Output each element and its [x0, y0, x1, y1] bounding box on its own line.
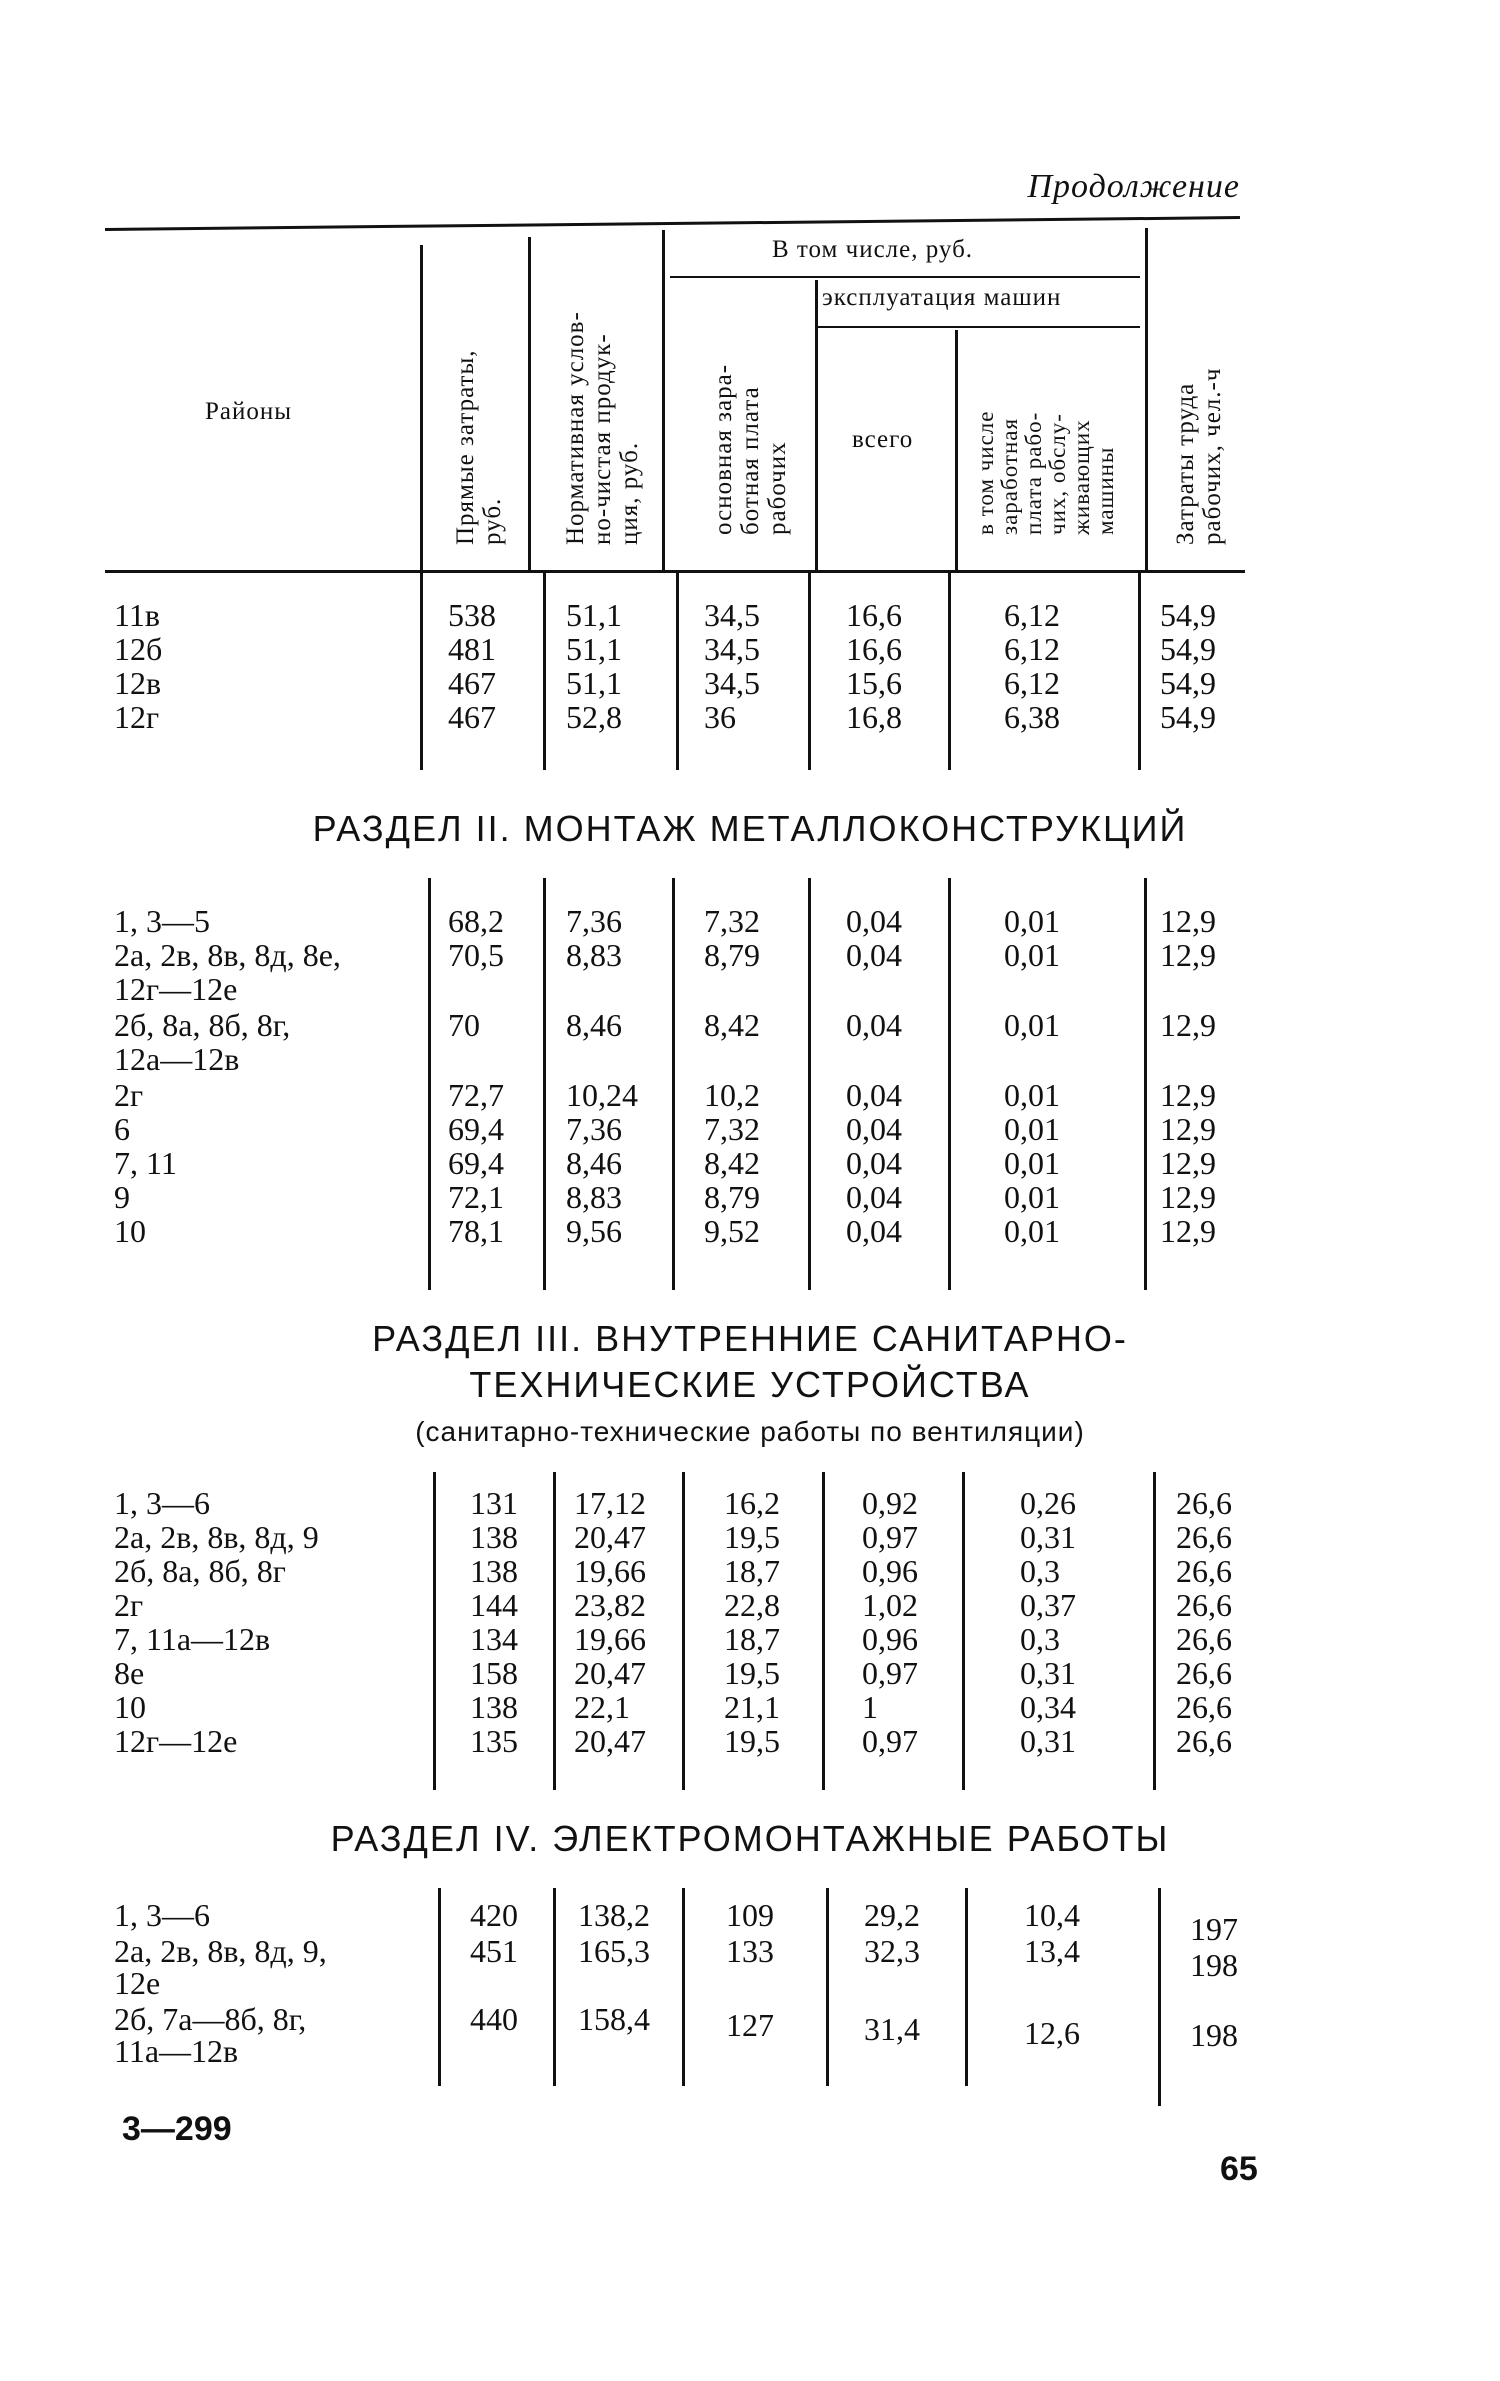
normative-output: 8,46 [566, 1007, 622, 1043]
machine-total: 0,04 [846, 1077, 902, 1113]
labor: 12,9 [1160, 1145, 1216, 1181]
header-labor: Затраты труда рабочих, чел.-ч [1172, 367, 1226, 545]
machine-wage: 0,31 [1020, 1519, 1076, 1555]
labor: 26,6 [1176, 1723, 1232, 1759]
base-wage: 9,52 [704, 1213, 760, 1249]
table-row [0, 632, 1500, 666]
district: 2б, 7а—8б, 8г, [114, 2001, 307, 2037]
direct-costs: 144 [470, 1587, 518, 1623]
machine-total: 32,3 [864, 1933, 920, 1969]
header-machine-operation: эксплуатация машин [822, 284, 1062, 311]
labor: 12,9 [1160, 937, 1216, 973]
base-wage: 8,79 [704, 937, 760, 973]
header-total: всего [852, 426, 914, 453]
direct-costs: 451 [470, 1933, 518, 1969]
direct-costs: 138 [470, 1519, 518, 1555]
district: 2г [114, 1587, 144, 1623]
table-row [0, 1008, 1500, 1042]
labor: 26,6 [1176, 1485, 1232, 1521]
district: 12в [114, 665, 162, 701]
section-2-title: РАЗДЕЛ II. МОНТАЖ МЕТАЛЛОКОНСТРУКЦИЙ [312, 808, 1188, 849]
machine-wage: 0,01 [1004, 937, 1060, 973]
district: 8е [114, 1655, 145, 1691]
machine-wage: 0,01 [1004, 1077, 1060, 1113]
machine-wage: 0,3 [1020, 1553, 1060, 1589]
normative-output: 19,66 [574, 1621, 646, 1657]
base-wage: 34,5 [704, 665, 760, 701]
normative-output: 9,56 [566, 1213, 622, 1249]
table-row [0, 1690, 1500, 1724]
base-wage: 109 [726, 1897, 774, 1933]
normative-output: 165,3 [578, 1933, 650, 1969]
base-wage: 18,7 [724, 1553, 780, 1589]
district: 12а—12в [114, 1041, 240, 1077]
district: 2а, 2в, 8в, 8д, 8е, [114, 937, 341, 973]
machine-wage: 0,01 [1004, 1179, 1060, 1215]
header-districts: Районы [205, 398, 293, 425]
labor: 26,6 [1176, 1689, 1232, 1725]
machine-wage: 6,12 [1004, 665, 1060, 701]
district: 10 [114, 1689, 146, 1725]
labor: 54,9 [1160, 665, 1216, 701]
base-wage: 34,5 [704, 597, 760, 633]
district: 2а, 2в, 8в, 8д, 9, [114, 1933, 327, 1969]
machine-total: 1 [862, 1689, 878, 1725]
direct-costs: 135 [470, 1723, 518, 1759]
direct-costs: 467 [448, 665, 496, 701]
normative-output: 22,1 [574, 1689, 630, 1725]
direct-costs: 70 [448, 1007, 480, 1043]
base-wage: 7,32 [704, 1111, 760, 1147]
machine-total: 0,97 [862, 1723, 918, 1759]
header-vline-6 [1145, 228, 1148, 573]
district: 1, 3—6 [114, 1485, 210, 1521]
table-row [0, 972, 1500, 1006]
table-row [0, 1486, 1500, 1520]
district: 9 [114, 1179, 130, 1215]
header-vline-5 [955, 330, 958, 573]
machine-total: 31,4 [864, 2011, 920, 2047]
machine-wage: 0,3 [1020, 1621, 1060, 1657]
district: 2а, 2в, 8в, 8д, 9 [114, 1519, 319, 1555]
normative-output: 8,46 [566, 1145, 622, 1181]
machine-wage: 0,01 [1004, 1111, 1060, 1147]
base-wage: 8,79 [704, 1179, 760, 1215]
labor: 26,6 [1176, 1553, 1232, 1589]
header-top-rule [105, 216, 1240, 231]
normative-output: 138,2 [578, 1897, 650, 1933]
labor: 26,6 [1176, 1655, 1232, 1691]
section-3-title-line1: РАЗДЕЛ III. ВНУТРЕННИЕ САНИТАРНО- [372, 1318, 1128, 1359]
labor: 12,9 [1160, 903, 1216, 939]
direct-costs: 467 [448, 699, 496, 735]
district: 11в [114, 597, 160, 633]
table-row [0, 1146, 1500, 1180]
machine-total: 0,04 [846, 937, 902, 973]
normative-output: 51,1 [566, 597, 622, 633]
normative-output: 8,83 [566, 937, 622, 973]
district: 1, 3—5 [114, 903, 210, 939]
direct-costs: 134 [470, 1621, 518, 1657]
table-row [0, 1588, 1500, 1622]
machine-total: 0,04 [846, 903, 902, 939]
header-vline-1 [420, 245, 423, 573]
labor: 198 [1190, 2017, 1238, 2053]
normative-output: 20,47 [574, 1723, 646, 1759]
district: 12г—12е [114, 1723, 238, 1759]
base-wage: 19,5 [724, 1519, 780, 1555]
district: 12г—12е [114, 971, 238, 1007]
direct-costs: 138 [470, 1689, 518, 1725]
machine-total: 0,04 [846, 1213, 902, 1249]
machine-wage: 12,6 [1024, 2015, 1080, 2051]
machine-total: 1,02 [862, 1587, 918, 1623]
labor: 54,9 [1160, 597, 1216, 633]
district: 1, 3—6 [114, 1897, 210, 1933]
machine-rule [815, 326, 1140, 328]
labor: 54,9 [1160, 699, 1216, 735]
machine-total: 0,04 [846, 1145, 902, 1181]
machine-total: 0,96 [862, 1621, 918, 1657]
labor: 198 [1190, 1947, 1238, 1983]
machine-wage: 10,4 [1024, 1897, 1080, 1933]
table-row [0, 1622, 1500, 1656]
section-4-title: РАЗДЕЛ IV. ЭЛЕКТРОМОНТАЖНЫЕ РАБОТЫ [330, 1818, 1170, 1859]
table-row [0, 1520, 1500, 1554]
header-base-wage: основная зара- ботная плата рабочих [710, 363, 791, 535]
table-row [0, 1554, 1500, 1588]
labor: 26,6 [1176, 1621, 1232, 1657]
header-bottom-rule [105, 570, 1245, 573]
base-wage: 19,5 [724, 1723, 780, 1759]
machine-wage: 0,01 [1004, 1145, 1060, 1181]
machine-wage: 6,12 [1004, 597, 1060, 633]
direct-costs: 138 [470, 1553, 518, 1589]
base-wage: 18,7 [724, 1621, 780, 1657]
machine-total: 0,04 [846, 1179, 902, 1215]
continuation-label: Продолжение [1027, 168, 1240, 205]
machine-wage: 0,01 [1004, 903, 1060, 939]
district: 2б, 8а, 8б, 8г, [114, 1007, 291, 1043]
machine-wage: 0,26 [1020, 1485, 1076, 1521]
base-wage: 36 [704, 699, 736, 735]
base-wage: 8,42 [704, 1145, 760, 1181]
machine-total: 16,6 [846, 631, 902, 667]
base-wage: 19,5 [724, 1655, 780, 1691]
normative-output: 158,4 [578, 2001, 650, 2037]
machine-wage: 13,4 [1024, 1933, 1080, 1969]
table-row [0, 1042, 1500, 1076]
direct-costs: 69,4 [448, 1111, 504, 1147]
table-row [0, 598, 1500, 632]
normative-output: 19,66 [574, 1553, 646, 1589]
district: 2г [114, 1077, 144, 1113]
direct-costs: 131 [470, 1485, 518, 1521]
table-row [0, 1214, 1500, 1248]
labor: 26,6 [1176, 1587, 1232, 1623]
machine-total: 15,6 [846, 665, 902, 701]
direct-costs: 538 [448, 597, 496, 633]
machine-total: 16,6 [846, 597, 902, 633]
normative-output: 7,36 [566, 903, 622, 939]
machine-wage: 0,01 [1004, 1007, 1060, 1043]
section-3-title-line2: ТЕХНИЧЕСКИЕ УСТРОЙСТВА [469, 1364, 1031, 1405]
machine-total: 16,8 [846, 699, 902, 735]
direct-costs: 481 [448, 631, 496, 667]
table-row [0, 1897, 1500, 1947]
base-wage: 133 [726, 1933, 774, 1969]
table-row [0, 938, 1500, 972]
base-wage: 21,1 [724, 1689, 780, 1725]
table-row [0, 700, 1500, 734]
header-vline-4 [815, 280, 818, 573]
machine-wage: 6,12 [1004, 631, 1060, 667]
header-vline-3 [662, 230, 665, 573]
normative-output: 20,47 [574, 1655, 646, 1691]
header-vline-2 [528, 237, 531, 573]
table-row [0, 904, 1500, 938]
normative-output: 17,12 [574, 1485, 646, 1521]
district: 6 [114, 1111, 130, 1147]
machine-wage: 0,31 [1020, 1655, 1076, 1691]
page-number: 65 [1220, 2150, 1258, 2188]
header-including: В том числе, руб. [772, 236, 974, 263]
table-row [0, 1078, 1500, 1112]
base-wage: 127 [726, 2007, 774, 2043]
labor: 197 [1190, 1911, 1238, 1947]
machine-total: 0,97 [862, 1519, 918, 1555]
machine-wage: 0,31 [1020, 1723, 1076, 1759]
labor: 54,9 [1160, 631, 1216, 667]
table-row [0, 1112, 1500, 1146]
district: 11а—12в [114, 2033, 239, 2069]
signature-mark: 3—299 [122, 2110, 232, 2148]
district: 7, 11 [114, 1145, 177, 1181]
district: 12е [114, 1965, 161, 2001]
machine-wage: 0,01 [1004, 1213, 1060, 1249]
direct-costs: 158 [470, 1655, 518, 1691]
district: 7, 11а—12в [114, 1621, 271, 1657]
direct-costs: 72,7 [448, 1077, 504, 1113]
base-wage: 16,2 [724, 1485, 780, 1521]
normative-output: 7,36 [566, 1111, 622, 1147]
labor: 12,9 [1160, 1007, 1216, 1043]
base-wage: 8,42 [704, 1007, 760, 1043]
district: 12б [114, 631, 163, 667]
header-direct-costs: Прямые затраты, руб. [452, 349, 506, 545]
normative-output: 20,47 [574, 1519, 646, 1555]
machine-wage: 0,34 [1020, 1689, 1076, 1725]
table-row [0, 1180, 1500, 1214]
direct-costs: 70,5 [448, 937, 504, 973]
machine-total: 0,92 [862, 1485, 918, 1521]
base-wage: 34,5 [704, 631, 760, 667]
table-row [0, 2034, 1500, 2068]
normative-output: 10,24 [566, 1077, 638, 1113]
direct-costs: 68,2 [448, 903, 504, 939]
district: 12г [114, 699, 160, 735]
district: 2б, 8а, 8б, 8г [114, 1553, 286, 1589]
table-row [0, 1966, 1500, 2000]
direct-costs: 72,1 [448, 1179, 504, 1215]
base-wage: 10,2 [704, 1077, 760, 1113]
machine-total: 29,2 [864, 1897, 920, 1933]
normative-output: 52,8 [566, 699, 622, 735]
labor: 12,9 [1160, 1213, 1216, 1249]
district: 10 [114, 1213, 146, 1249]
normative-output: 23,82 [574, 1587, 646, 1623]
table-row [0, 1656, 1500, 1690]
direct-costs: 440 [470, 2001, 518, 2037]
machine-total: 0,96 [862, 1553, 918, 1589]
labor: 12,9 [1160, 1179, 1216, 1215]
base-wage: 22,8 [724, 1587, 780, 1623]
normative-output: 51,1 [566, 665, 622, 701]
header-normative-output: Нормативная услов- но-чистая продук- ция, руб. [562, 311, 643, 545]
machine-total: 0,04 [846, 1007, 902, 1043]
table-row [0, 666, 1500, 700]
machine-wage: 0,37 [1020, 1587, 1076, 1623]
direct-costs: 69,4 [448, 1145, 504, 1181]
labor: 12,9 [1160, 1111, 1216, 1147]
base-wage: 7,32 [704, 903, 760, 939]
labor: 26,6 [1176, 1519, 1232, 1555]
header-including-wage: в том числе заработная плата рабо- чих, обслу- живающих машины [973, 410, 1118, 535]
table-row [0, 1724, 1500, 1758]
machine-wage: 6,38 [1004, 699, 1060, 735]
normative-output: 51,1 [566, 631, 622, 667]
machine-total: 0,97 [862, 1655, 918, 1691]
section-3-subtitle: (санитарно-технические работы по вентиляции) [415, 1416, 1085, 1447]
labor: 12,9 [1160, 1077, 1216, 1113]
normative-output: 8,83 [566, 1179, 622, 1215]
direct-costs: 420 [470, 1897, 518, 1933]
direct-costs: 78,1 [448, 1213, 504, 1249]
machine-total: 0,04 [846, 1111, 902, 1147]
